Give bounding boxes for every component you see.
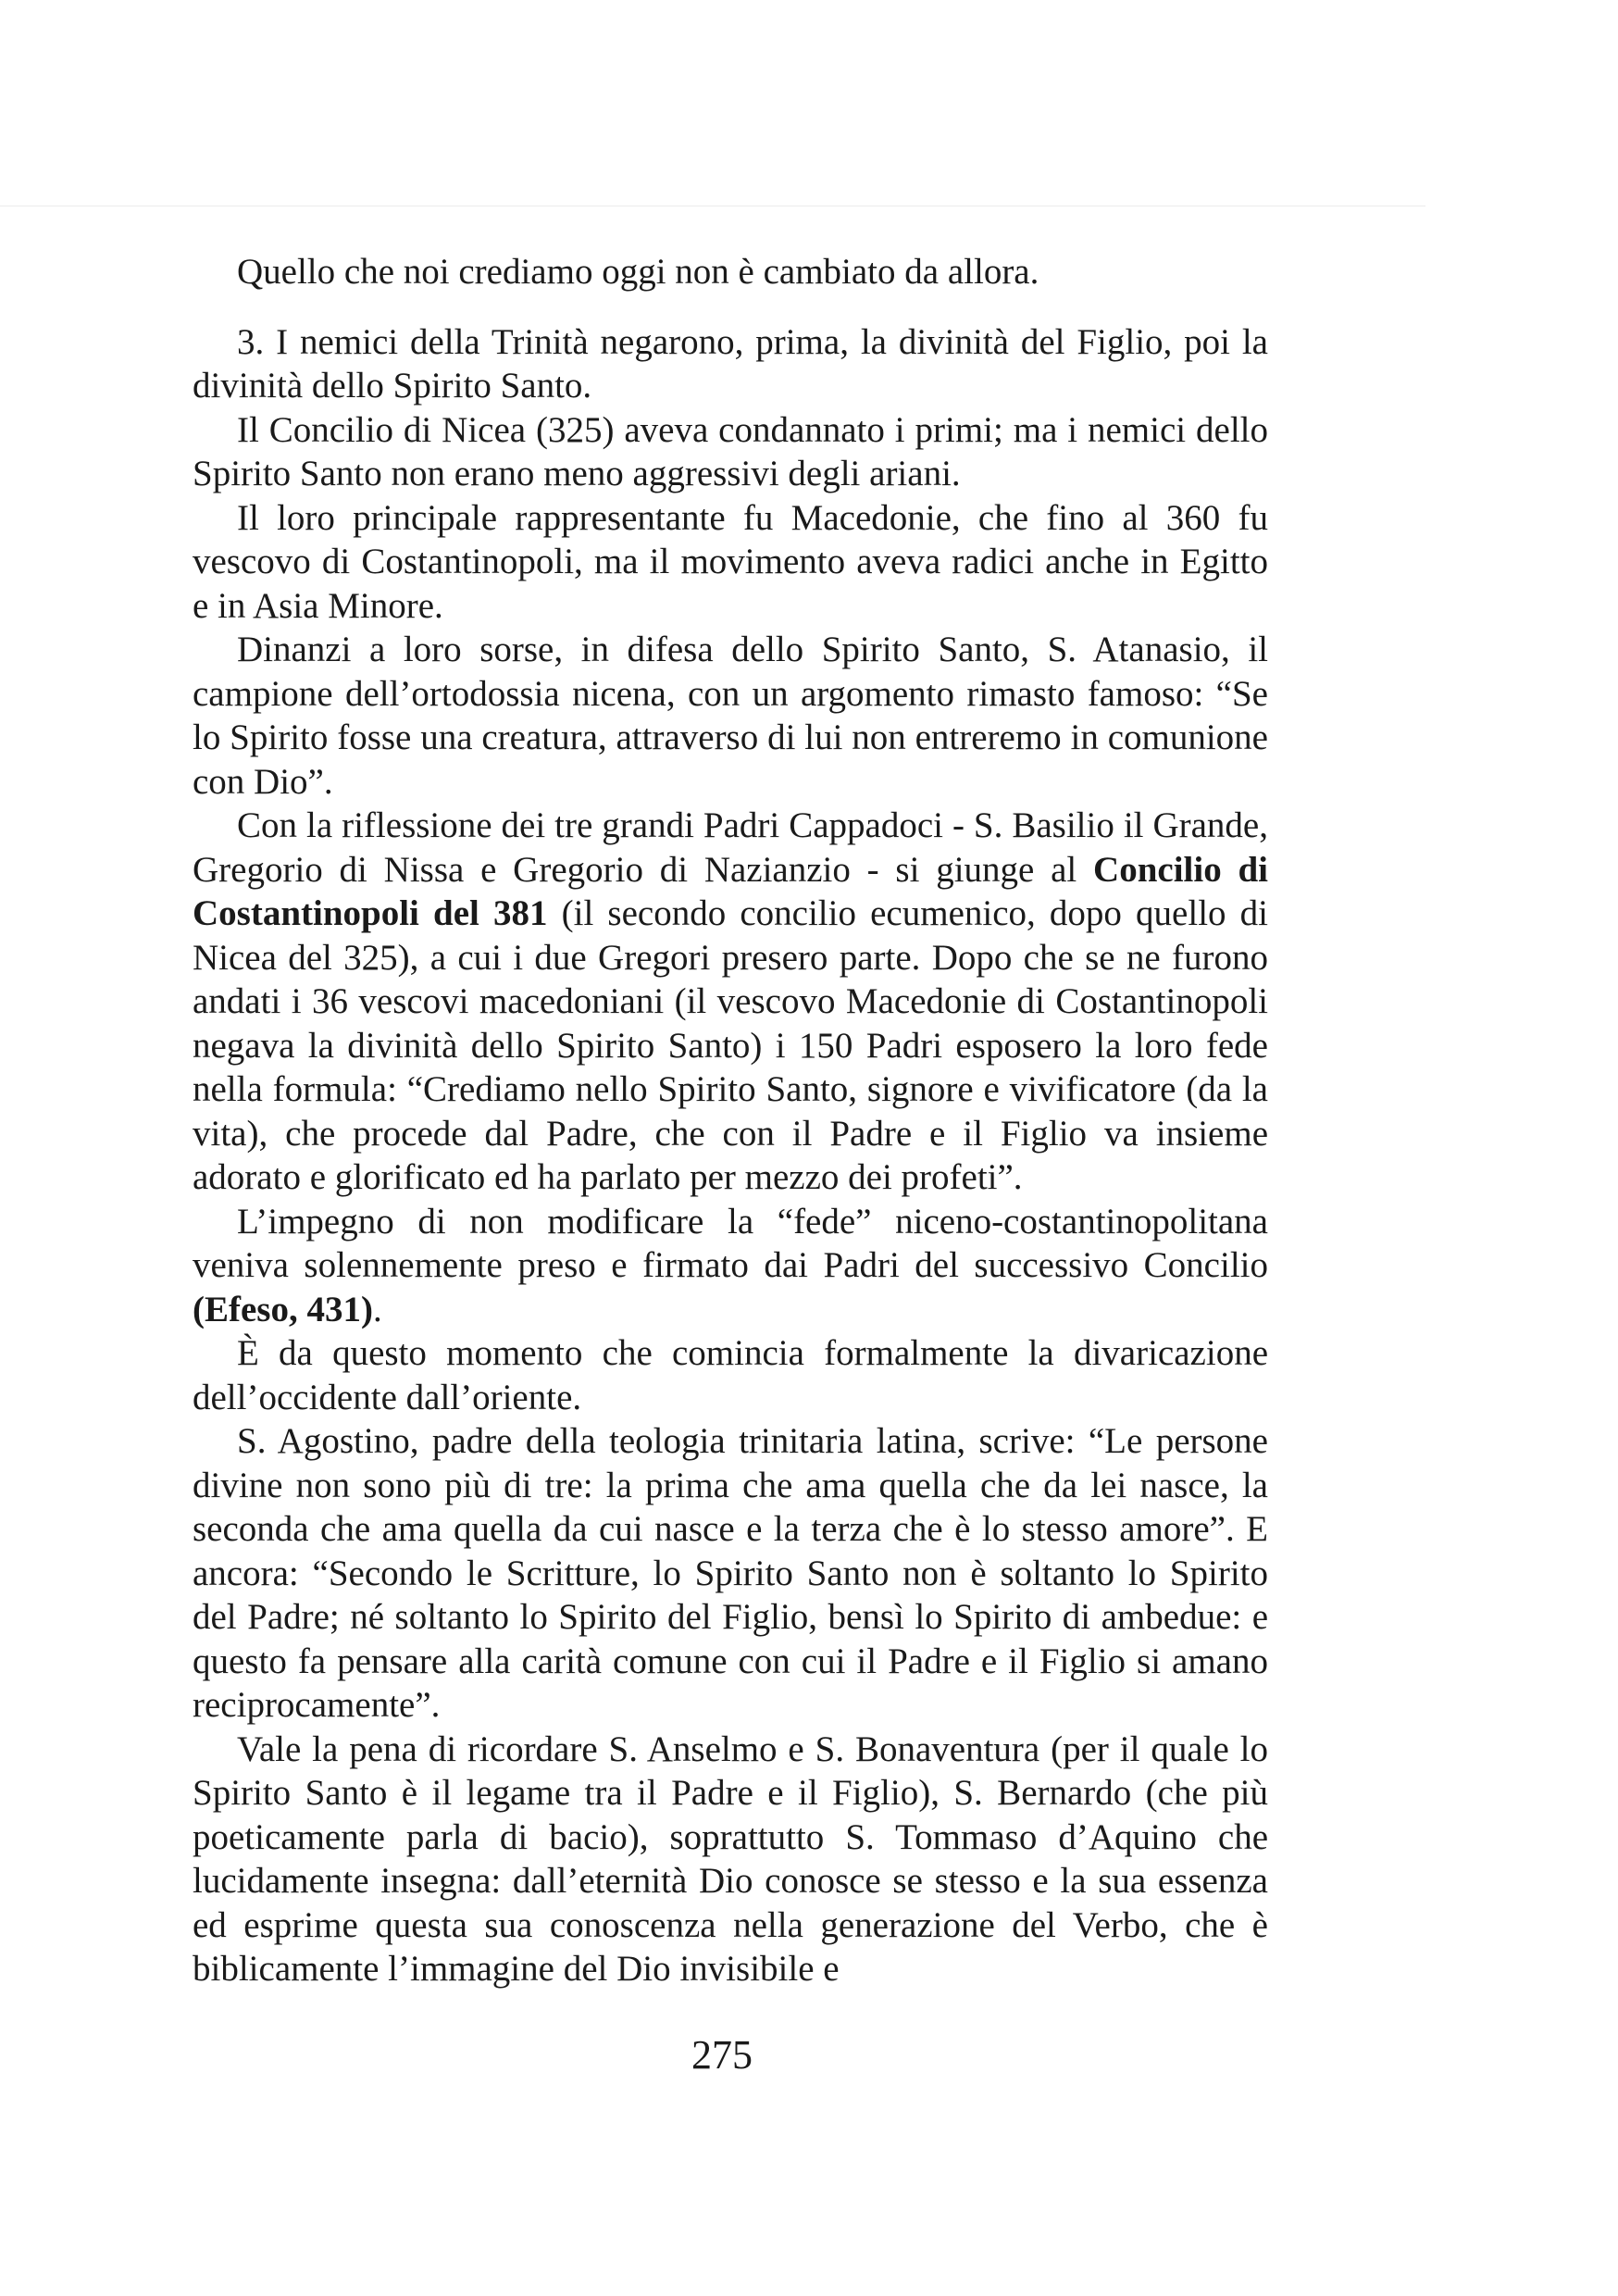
paragraph-opening: Quello che noi crediamo oggi non è cambiato da allora. [237, 252, 1039, 292]
paragraph-enemies: 3. I nemici della Trinità negarono, prima, la divinità del Figlio, poi la divinità dello Spirito Santo. [193, 321, 1268, 406]
efeso-council-bold: (Efeso, 431) [193, 1289, 373, 1329]
cappadoci-text-before: Con la riflessione dei tre grandi Padri Cappadoci - S. Basilio il Grande, Gregorio di Nissa e Gregorio di Nazianzio - si giunge al [193, 805, 1268, 890]
paragraph-atanasio: Dinanzi a loro sorse, in difesa dello Spirito Santo, S. Atanasio, il campione dell’ortodossia nicena, con un argomento rimasto famoso: “Se lo Spirito fosse una creatura, attraverso di lui non entreremo in comunione con Dio”. [193, 630, 1268, 802]
cappadoci-text-after: (il secondo concilio ecumenico, dopo quello di Nicea del 325), a cui i due Gregori presero parte. Dopo che se ne furono andati i 36 vescovi macedoniani (il vescovo Macedonie di Costantinopoli negava la divinità dello Spirito Santo) i 150 Padri esposero la loro fede nella formula: “Crediamo nello Spirito Santo, signore e vivificatore (da la vita), che procede dal Padre, che con il Padre e il Figlio va insieme adorato e glorificato ed ha parlato per mezzo dei profeti”. [193, 893, 1268, 1197]
paragraph-nicea: Il Concilio di Nicea (325) aveva condannato i primi; ma i nemici dello Spirito Santo non erano meno aggressivi degli ariani. [193, 409, 1268, 493]
body-text [193, 250, 1268, 1991]
paragraph-divaricazione: È da questo momento che comincia formalmente la divaricazione dell’occidente dall’oriente. [193, 1333, 1268, 1417]
paragraph-agostino: S. Agostino, padre della teologia trinitaria latina, scrive: “Le persone divine non sono più di tre: la prima che ama quella che da lei nasce, la seconda che ama quella da cui nasce e la terza che è lo stesso amore”. E ancora: “Secondo le Scritture, lo Spirito Santo non è soltanto lo Spirito del Padre; né soltanto lo Spirito del Figlio, bensì lo Spirito di ambedue: e questo fa pensare alla carità comune con cui il Padre e il Figlio si amano reciprocamente”. [193, 1421, 1268, 1725]
paragraph-efeso [193, 1200, 1268, 1332]
cappadoci-council-bold: Concilio di Costantinopoli del 381 [193, 849, 1268, 933]
efeso-text-after: . [372, 1289, 382, 1329]
paragraph-tommaso: Vale la pena di ricordare S. Anselmo e S. Bonaventura (per il quale lo Spirito Santo è il legame tra il Padre e il Figlio), S. Bernardo (che più poeticamente parla di bacio), soprattutto S. Tommaso d’Aquino che lucidamente insegna: dall’eternità Dio conosce se stesso e la sua essenza ed esprime questa sua conoscenza nella generazione del Verbo, che è biblicamente l’immagine del Dio invisibile e [193, 1728, 1268, 1989]
efeso-text-before: L’impegno di non modificare la “fede” niceno-costantinopolitana veniva solennemente preso e firmato dai Padri del successivo Concilio [193, 1201, 1268, 1285]
paragraph-macedonie: Il loro principale rappresentante fu Macedonie, che fino al 360 fu vescovo di Costantinopoli, ma il movimento aveva radici anche in Egitto e in Asia Minore. [193, 497, 1268, 626]
paragraph-cappadoci [193, 804, 1268, 1200]
page-number: 275 [691, 2032, 753, 2078]
